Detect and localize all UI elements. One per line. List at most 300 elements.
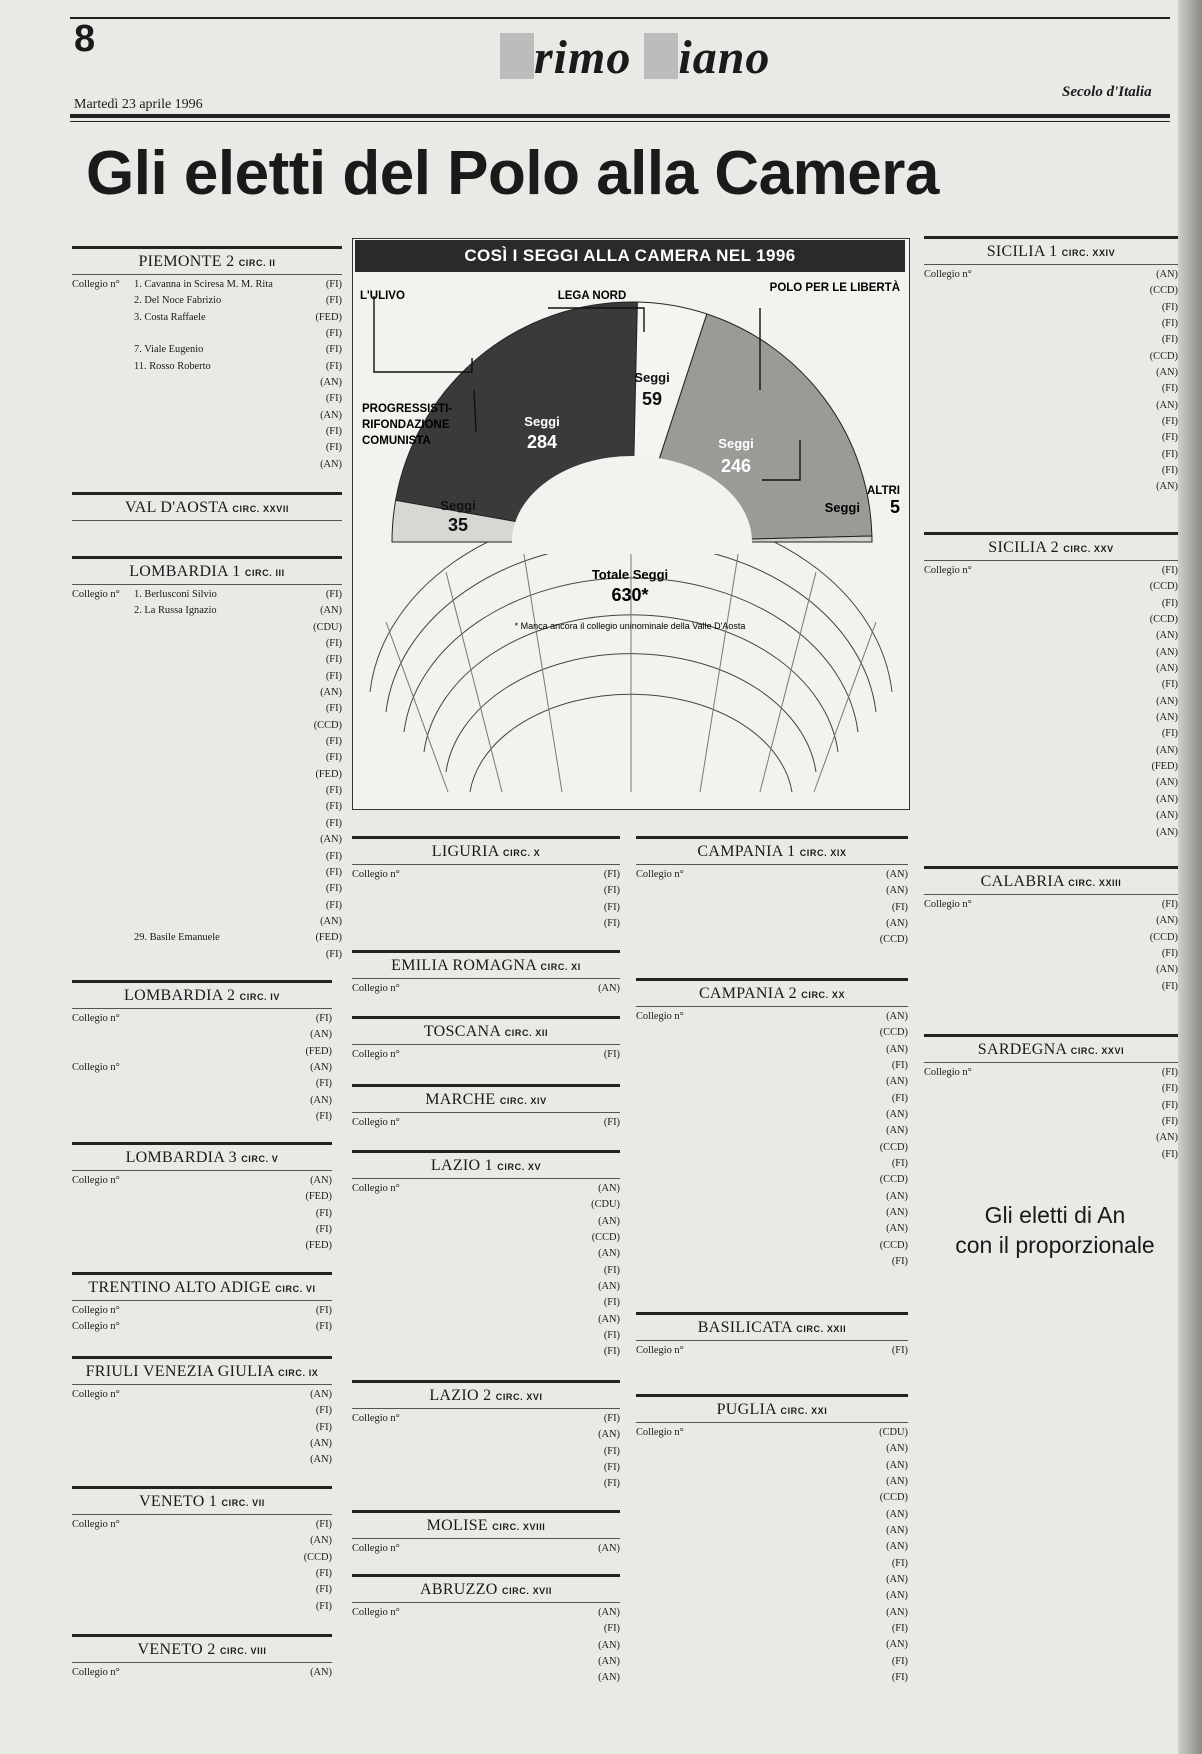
member-row: [72, 1303, 332, 1319]
section-title: BASILICATA CIRC. XXII: [636, 1315, 908, 1341]
label-lega: LEGA NORD: [557, 290, 627, 302]
party-tag: (CCD): [591, 1232, 620, 1244]
collegio-label: [72, 359, 134, 375]
party-tag: (FI): [891, 1345, 908, 1356]
section-liguria: [352, 836, 620, 932]
member-name: [414, 1654, 584, 1670]
member-row: [636, 1588, 908, 1604]
collegio-label: [636, 1123, 698, 1139]
member-name: [134, 620, 306, 636]
member-row: [636, 1238, 908, 1254]
party-tag: (FED): [305, 1240, 332, 1252]
collegio-label: [352, 1328, 414, 1344]
collegio-label: [924, 596, 986, 612]
member-name: [414, 1312, 584, 1328]
collegio-label: [72, 947, 134, 963]
member-name: [986, 743, 1142, 759]
party-tag: (FI): [1161, 1116, 1178, 1128]
member-name: [134, 1206, 296, 1222]
member-row: [924, 300, 1178, 316]
member-name: [134, 1189, 296, 1205]
member-row: [72, 326, 342, 342]
party-tag: (AN): [320, 377, 342, 389]
member-row: [72, 1420, 332, 1436]
member-row: [636, 883, 908, 899]
member-row: [636, 867, 908, 883]
collegio-label: [72, 1420, 134, 1436]
member-name: [986, 267, 1142, 283]
party-tag: (AN): [598, 1639, 620, 1651]
party-tag: (AN): [320, 915, 342, 927]
member-row: [636, 1156, 908, 1172]
member-row: [72, 1011, 332, 1027]
party-tag: (FI): [325, 295, 342, 307]
party-tag: (FI): [891, 1092, 908, 1104]
collegio-label: [352, 1230, 414, 1246]
member-name: [986, 414, 1142, 430]
collegio-label: [352, 1312, 414, 1328]
section-title: LAZIO 2 CIRC. XVI: [352, 1383, 620, 1409]
collegio-label: [72, 881, 134, 897]
member-name: 29. Basile Emanuele: [134, 932, 220, 944]
member-row: [72, 865, 342, 881]
collegio-label: [636, 883, 698, 899]
an-list-title: Gli eletti di An con il proporzionale: [955, 1202, 1155, 1258]
collegio-label: [72, 1189, 134, 1205]
party-tag: (FI): [325, 948, 342, 960]
party-tag: (CCD): [879, 1174, 908, 1186]
collegio-label: Collegio n°: [352, 1183, 400, 1194]
party-tag: (FI): [325, 442, 342, 454]
party-tag: (AN): [1156, 269, 1178, 280]
collegio-label: [352, 1214, 414, 1230]
party-tag: (FI): [325, 589, 342, 600]
party-tag: (AN): [1156, 793, 1178, 805]
collegio-label: Collegio n°: [72, 1519, 120, 1530]
party-tag: (AN): [886, 1125, 908, 1137]
ulivo-seggi-word: Seggi: [524, 414, 560, 429]
member-name: [986, 579, 1142, 595]
party-tag: (AN): [320, 834, 342, 846]
party-tag: (FI): [325, 328, 342, 340]
total-label: Totale Seggi: [591, 567, 669, 582]
member-row: [72, 1044, 332, 1060]
collegio-label: [636, 1189, 698, 1205]
member-row: [352, 1411, 620, 1427]
party-tag: (CDU): [313, 621, 342, 633]
party-tag: (AN): [598, 1429, 620, 1441]
label-comunista: COMUNISTA: [362, 435, 431, 447]
collegio-label: [352, 1246, 414, 1262]
collegio-label: [72, 685, 134, 701]
member-row: [352, 1476, 620, 1492]
party-tag: (CCD): [1149, 931, 1178, 943]
member-name: [986, 645, 1142, 661]
member-name: [134, 1550, 296, 1566]
party-tag: (FI): [603, 1117, 620, 1128]
party-tag: (AN): [886, 918, 908, 930]
member-row: [352, 883, 620, 899]
party-tag: (FI): [891, 1623, 908, 1635]
party-tag: (AN): [886, 1459, 908, 1471]
member-name: [134, 1027, 296, 1043]
collegio-label: [352, 1460, 414, 1476]
member-name: [134, 783, 306, 799]
member-name: [698, 900, 872, 916]
member-row: [924, 316, 1178, 332]
member-name: 3. Costa Raffaele: [134, 311, 206, 323]
member-row: [72, 652, 342, 668]
collegio-label: [636, 1458, 698, 1474]
member-list: [72, 275, 342, 473]
member-row: [636, 1058, 908, 1074]
collegio-label: Collegio n°: [72, 1321, 120, 1333]
collegio-label: [924, 726, 986, 742]
collegio-label: [636, 1156, 698, 1172]
member-name: [134, 1173, 296, 1189]
party-tag: (FI): [325, 736, 342, 748]
member-name: [986, 479, 1142, 495]
party-tag: (AN): [598, 1183, 620, 1194]
section-title: VENETO 2 CIRC. VIII: [72, 1637, 332, 1663]
collegio-label: [636, 1621, 698, 1637]
member-row: [72, 375, 342, 391]
party-tag: (FI): [891, 1256, 908, 1268]
collegio-label: [636, 1507, 698, 1523]
party-tag: (FI): [1161, 301, 1178, 313]
member-row: [352, 1654, 620, 1670]
member-row: [72, 1238, 332, 1254]
member-row: [72, 1566, 332, 1582]
collegio-label: [924, 1114, 986, 1130]
collegio-label: [636, 1107, 698, 1123]
member-row: [72, 767, 342, 783]
collegio-label: [72, 603, 134, 619]
member-name: [414, 1328, 584, 1344]
collegio-label: [352, 900, 414, 916]
member-row: [352, 1197, 620, 1213]
party-tag: (FI): [325, 638, 342, 650]
member-row: [72, 342, 342, 358]
member-row: [72, 587, 342, 603]
member-row: [72, 914, 342, 930]
collegio-label: Collegio n°: [352, 983, 400, 994]
collegio-label: [72, 1206, 134, 1222]
member-row: [924, 946, 1178, 962]
member-name: [986, 463, 1142, 479]
member-row: [636, 1172, 908, 1188]
party-tag: (CCD): [879, 1239, 908, 1251]
member-row: [72, 685, 342, 701]
party-tag: (FI): [1161, 728, 1178, 740]
collegio-label: [924, 694, 986, 710]
member-name: [698, 1189, 872, 1205]
party-tag: (FI): [603, 1445, 620, 1457]
collegio-label: [636, 1654, 698, 1670]
member-name: [134, 881, 306, 897]
member-row: [924, 677, 1178, 693]
member-row: [636, 1123, 908, 1139]
member-row: [72, 277, 342, 293]
member-row: [636, 916, 908, 932]
member-name: [986, 1081, 1142, 1097]
member-row: [352, 1181, 620, 1197]
collegio-label: [72, 799, 134, 815]
party-tag: (FI): [325, 801, 342, 813]
collegio-label: [924, 1130, 986, 1146]
member-row: [924, 447, 1178, 463]
member-row: [924, 1065, 1178, 1081]
member-row: [72, 293, 342, 309]
member-name: [986, 946, 1142, 962]
collegio-label: Collegio n°: [352, 1413, 400, 1424]
member-row: [924, 398, 1178, 414]
collegio-label: [72, 898, 134, 914]
member-name: [414, 883, 584, 899]
party-tag: (FED): [305, 1191, 332, 1203]
member-name: [134, 1319, 296, 1335]
section-title: LAZIO 1 CIRC. XV: [352, 1153, 620, 1179]
member-row: [72, 603, 342, 619]
party-tag: (AN): [886, 1525, 908, 1537]
member-name: [698, 1474, 872, 1490]
party-tag: (FI): [1161, 465, 1178, 477]
section-trentino: [72, 1272, 332, 1336]
section-title: CAMPANIA 1 CIRC. XIX: [636, 839, 908, 865]
collegio-label: [636, 932, 698, 948]
member-row: [72, 734, 342, 750]
member-row: [924, 743, 1178, 759]
section-campania-2: [636, 978, 908, 1271]
party-tag: (FI): [325, 850, 342, 862]
party-tag: (FI): [603, 885, 620, 897]
party-tag: (AN): [886, 1443, 908, 1455]
collegio-label: [352, 1197, 414, 1213]
member-name: [698, 1042, 872, 1058]
member-name: [698, 1074, 872, 1090]
party-tag: (AN): [1156, 712, 1178, 724]
member-row: [352, 1427, 620, 1443]
member-name: [986, 563, 1142, 579]
collegio-label: Collegio n°: [72, 1175, 120, 1186]
member-row: [924, 612, 1178, 628]
collegio-label: [636, 900, 698, 916]
member-row: [636, 1140, 908, 1156]
collegio-label: [924, 808, 986, 824]
member-row: [72, 1452, 332, 1468]
section-title: PUGLIA CIRC. XXI: [636, 1397, 908, 1423]
collegio-label: [636, 1539, 698, 1555]
member-row: [636, 1556, 908, 1572]
collegio-label: [924, 775, 986, 791]
collegio-label: [72, 636, 134, 652]
party-tag: (AN): [886, 1606, 908, 1618]
member-row: [924, 283, 1178, 299]
member-row: [72, 816, 342, 832]
member-name: [986, 897, 1142, 913]
collegio-label: [636, 1238, 698, 1254]
page-edge-shadow: [1178, 0, 1202, 1754]
party-tag: (FED): [315, 768, 342, 780]
member-row: [72, 1665, 332, 1681]
section-title: LOMBARDIA 1 CIRC. III: [72, 559, 342, 585]
hemicycle-chart: [352, 272, 908, 808]
party-tag: (FI): [891, 901, 908, 913]
member-row: [924, 759, 1178, 775]
member-row: [72, 1387, 332, 1403]
party-tag: (AN): [310, 1175, 332, 1186]
member-name: [134, 1060, 296, 1076]
member-name: [414, 1541, 584, 1557]
member-name: [986, 694, 1142, 710]
collegio-label: [924, 661, 986, 677]
member-list: [352, 1179, 620, 1361]
section-title: TRENTINO ALTO ADIGE CIRC. VI: [72, 1275, 332, 1301]
member-list: [72, 1171, 332, 1255]
section-title: LIGURIA CIRC. X: [352, 839, 620, 865]
member-name: [414, 1411, 584, 1427]
member-name: [698, 1205, 872, 1221]
section-puglia: [636, 1394, 908, 1687]
party-tag: (AN): [886, 1639, 908, 1651]
member-row: [924, 463, 1178, 479]
member-name: [414, 1460, 584, 1476]
party-tag: (AN): [1156, 964, 1178, 976]
collegio-label: [636, 1572, 698, 1588]
collegio-label: [352, 1295, 414, 1311]
member-name: [698, 932, 872, 948]
collegio-label: [636, 1221, 698, 1237]
member-name: [414, 1263, 584, 1279]
collegio-label: [924, 381, 986, 397]
collegio-label: [352, 1670, 414, 1686]
party-tag: (AN): [886, 1043, 908, 1055]
party-tag: (CCD): [303, 1551, 332, 1563]
member-row: [72, 947, 342, 963]
collegio-label: Collegio n°: [636, 1345, 684, 1356]
collegio-label: [352, 1344, 414, 1360]
member-row: [72, 620, 342, 636]
member-name: [986, 726, 1142, 742]
party-tag: (FI): [315, 1421, 332, 1433]
party-tag: (FI): [315, 1584, 332, 1596]
section-veneto-1: [72, 1486, 332, 1615]
member-name: [414, 1214, 584, 1230]
member-row: [636, 1025, 908, 1041]
member-name: [134, 898, 306, 914]
section-title: ABRUZZO CIRC. XVII: [352, 1577, 620, 1603]
member-row: [924, 349, 1178, 365]
member-row: [924, 414, 1178, 430]
member-row: [352, 1621, 620, 1637]
member-row: [72, 1027, 332, 1043]
party-tag: (FI): [325, 654, 342, 666]
collegio-label: [924, 962, 986, 978]
section-abruzzo: [352, 1574, 620, 1687]
member-list: [924, 265, 1178, 496]
member-row: [72, 701, 342, 717]
party-tag: (FI): [1161, 679, 1178, 691]
member-name: 1. Berlusconi Silvio: [134, 589, 217, 600]
member-row: [924, 365, 1178, 381]
collegio-label: [636, 916, 698, 932]
member-row: [924, 332, 1178, 348]
collegio-label: [636, 1490, 698, 1506]
member-list: [924, 561, 1178, 841]
collegio-label: [924, 743, 986, 759]
party-tag: (CCD): [1149, 614, 1178, 626]
member-name: [134, 832, 306, 848]
member-name: [986, 808, 1142, 824]
rif-seggi-word: Seggi: [440, 498, 476, 513]
member-name: [986, 979, 1142, 995]
party-tag: (AN): [1156, 826, 1178, 838]
party-tag: (FI): [315, 1321, 332, 1333]
member-name: [134, 1109, 296, 1125]
party-tag: (CCD): [313, 719, 342, 731]
member-row: [352, 1115, 620, 1131]
member-row: [924, 694, 1178, 710]
member-row: [924, 1130, 1178, 1146]
member-name: [414, 1427, 584, 1443]
member-row: [72, 1436, 332, 1452]
member-row: [352, 1246, 620, 1262]
member-row: [636, 1637, 908, 1653]
member-name: [134, 326, 306, 342]
member-row: [72, 718, 342, 734]
collegio-label: [636, 1670, 698, 1686]
party-tag: (AN): [310, 1389, 332, 1400]
masthead: [500, 30, 770, 85]
collegio-label: [636, 1474, 698, 1490]
section-sicilia-1: [924, 236, 1178, 496]
section-title: CALABRIA CIRC. XXIII: [924, 869, 1178, 895]
collegio-label: [924, 332, 986, 348]
member-list: [352, 1539, 620, 1557]
collegio-label: [72, 849, 134, 865]
party-tag: (FI): [325, 393, 342, 405]
party-tag: (CCD): [1149, 350, 1178, 362]
member-list: [72, 585, 342, 963]
member-row: [924, 710, 1178, 726]
party-tag: (FI): [1161, 1083, 1178, 1095]
member-name: [986, 596, 1142, 612]
member-list: [352, 979, 620, 997]
collegio-label: [636, 1042, 698, 1058]
section-lombardia-2: [72, 980, 332, 1125]
collegio-label: [72, 440, 134, 456]
party-tag: (AN): [320, 458, 342, 470]
collegio-label: [352, 1654, 414, 1670]
party-tag: (AN): [310, 1029, 332, 1041]
party-tag: (FI): [1161, 416, 1178, 428]
party-tag: (FI): [325, 279, 342, 290]
member-name: [698, 1605, 872, 1621]
party-tag: (FI): [315, 1078, 332, 1090]
page-number: 8: [74, 18, 96, 60]
member-name: [134, 408, 306, 424]
member-row: [636, 1507, 908, 1523]
party-tag: (AN): [1156, 777, 1178, 789]
lega-seggi-word: Seggi: [634, 370, 670, 385]
party-tag: (AN): [886, 869, 908, 880]
collegio-label: [72, 342, 134, 358]
party-tag: (AN): [1156, 399, 1178, 411]
section-lazio-2: [352, 1380, 620, 1493]
member-name: [134, 1303, 296, 1319]
section-title: SICILIA 2 CIRC. XXV: [924, 535, 1178, 561]
member-name: [414, 867, 584, 883]
